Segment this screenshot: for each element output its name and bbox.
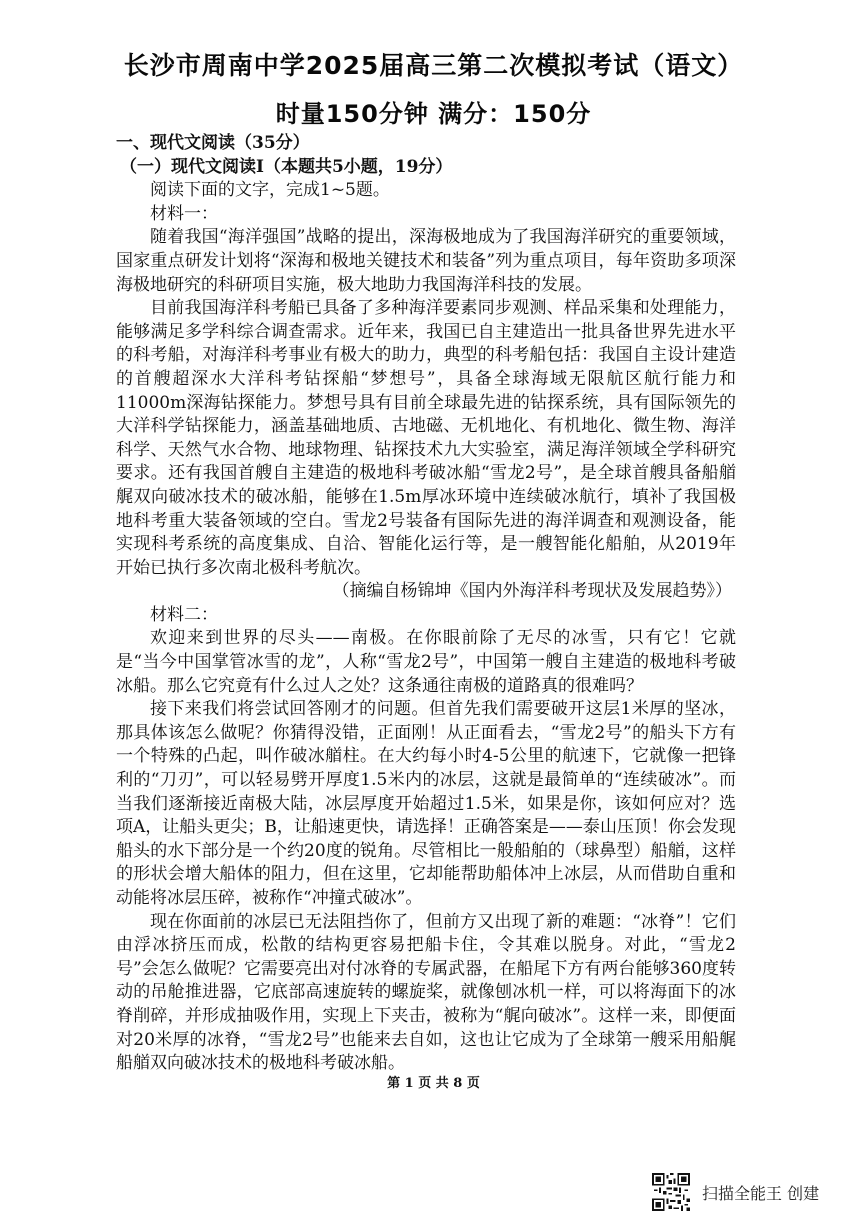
material-2-paragraph: 欢迎来到世界的尽头——南极。在你眼前除了无尽的冰雪，只有它！它就是“当今中国掌管冰雪的龙”，人称“雪龙2号”，中国第一艘自主建造的极地科考破冰船。那么它究竟有什么过人之处？这条通往南极的道路真的很难吗？ [116,628,736,696]
material-1-label: 材料一： [150,203,218,224]
section-heading: 一、现代文阅读（35分） [116,133,310,153]
material-2-label: 材料二： [150,604,218,625]
scanner-watermark [652,1172,819,1212]
material-2-paragraph: 现在你面前的冰层已无法阻挡你了，但前方又出现了新的难题：“冰脊”！它们由浮冰挤压而成，松散的结构更容易把船卡住，令其难以脱身。对此，“雪龙2号”会怎么做呢？它需要亮出对付冰脊的专属武器，在船尾下方有两台能够360度转动的吊舱推进器，它底部高速旋转的螺旋桨，就像刨冰机一样，可以将海面下的冰脊削碎，并形成抽吸作用，实现上下夹击，被称为“艉向破冰”。这样一来，即便面对20米厚的冰脊，“雪龙2号”也能来去自如，这也让它成为了全球第一艘采用船艉船艏双向破冰技术的极地科考破冰船。 [116,911,736,1074]
material-1-paragraph: 目前我国海洋科考船已具备了多种海洋要素同步观测、样品采集和处理能力，能够满足多学科综合调查需求。近年来，我国已自主建造出一批具备世界先进水平的科考船，对海洋科考事业有极大的助力，典型的科考船包括：我国自主设计建造的首艘超深水大洋科考钻探船“梦想号”，具备全球海域无限航区航行能力和11000m深海钻探能力。梦想号具有目前全球最先进的钻探系统，具有国际领先的大洋科学钻探能力，涵盖基础地质、古地磁、无机地化、有机地化、微生物、海洋科学、天然气水合物、地球物理、钻探技术九大实验室，满足海洋领域全学科研究要求。还有我国首艘自主建造的极地科考破冰船“雪龙2号”，是全球首艘具备船艏艉双向破冰技术的破冰船，能够在1.5m厚冰环境中连续破冰航行，填补了我国极地科考重大装备领域的空白。雪龙2号装备有国际先进的海洋调查和观测设备，能实现科考系统的高度集成、自洽、智能化运行等，是一艘智能化船舶，从2019年开始已执行多次南北极科考航次。 [116,298,736,578]
material-1-paragraph: 随着我国“海洋强国”战略的提出，深海极地成为了我国海洋研究的重要领域，国家重点研发计划将“深海和极地关键技术和装备”列为重点项目，每年资助多项深海极地研究的科研项目实施，极大地助力我国海洋科技的发展。 [116,227,736,295]
exam-subtitle: 时量150分钟 满分：150分 [275,100,592,128]
reading-content [116,132,736,1076]
page-number: 第 1 页 共 8 页 [387,1076,480,1091]
sub-section-heading: （一）现代文阅读Ⅰ（本题共5小题，19分） [120,156,453,177]
instruction-text: 阅读下面的文字，完成1~5题。 [150,180,390,201]
exam-title: 长沙市周南中学2025届高三第二次模拟考试（语文） [123,51,744,80]
watermark-text: 扫描全能王 创建 [702,1183,820,1203]
qr-code-icon [652,1173,690,1211]
material-2-paragraph: 接下来我们将尝试回答刚才的问题。但首先我们需要破开这层1米厚的坚冰，那具体该怎么做呢？你猜得没错，正面刚！从正面看去，“雪龙2号”的船头下方有一个特殊的凸起，叫作破冰艏柱。在大约每小时4-5公里的航速下，它就像一把锋利的“刀刃”，可以轻易劈开厚度1.5米内的冰层，这就是最简单的“连续破冰”。而当我们逐渐接近南极大陆，冰层厚度开始超过1.5米，如果是你，该如何应对？选项A，让船头更尖；B，让船速更快，请选择！正确答案是——泰山压顶！你会发现船头的水下部分是一个约20度的锐角。尽管相比一般船舶的（球鼻型）船艏，这样的形状会增大船体的阻力，但在这里，它却能帮助船体冲上冰层，从而借助自重和动能将冰层压碎，被称作“冲撞式破冰”。 [116,699,736,908]
material-1-source: （摘编自杨锦坤《国内外海洋科考现状及发展趋势》） [332,581,732,602]
